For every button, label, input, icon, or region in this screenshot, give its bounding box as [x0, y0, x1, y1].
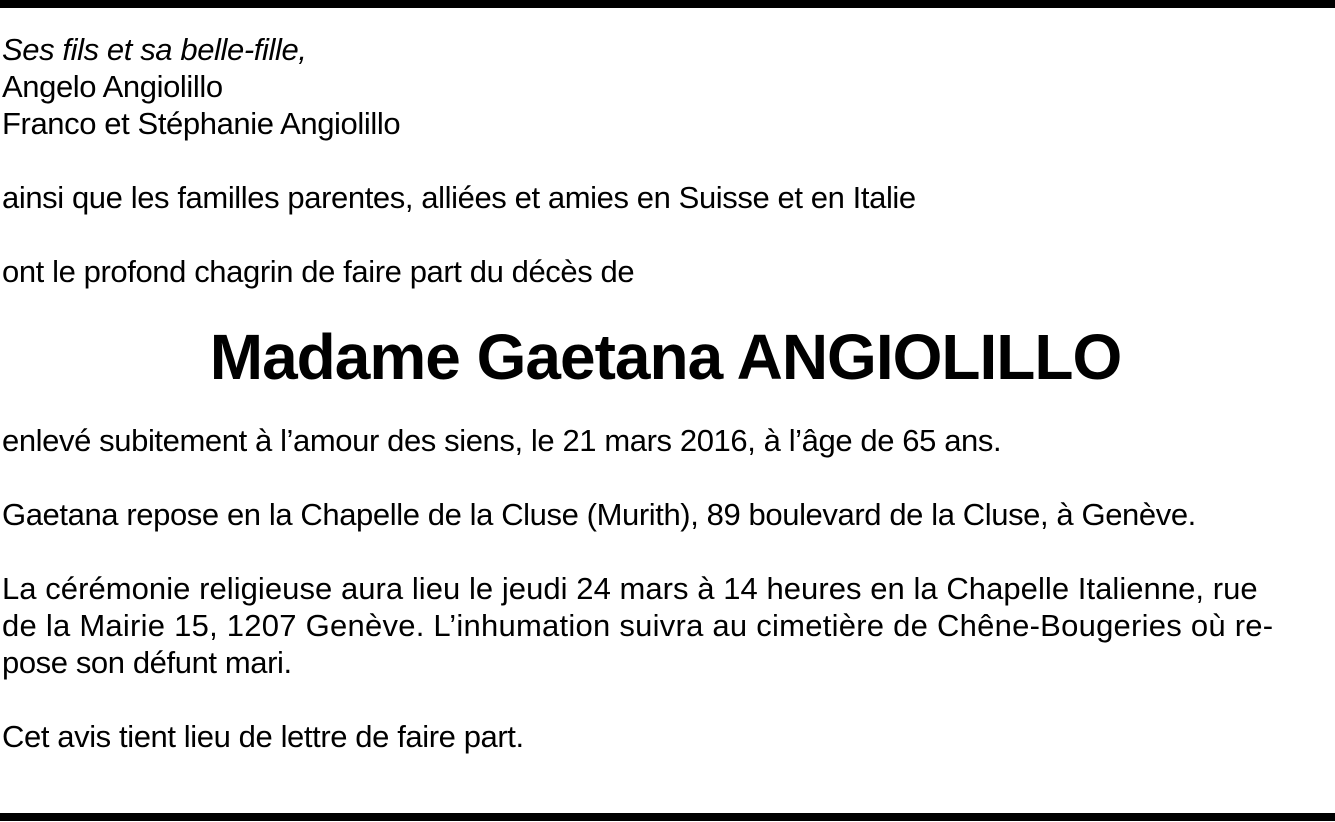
intro-line: Ses fils et sa belle-fille, — [2, 32, 307, 67]
closing-line: Cet avis tient lieu de lettre de faire part. — [2, 719, 524, 754]
repose-details: Gaetana repose en la Chapelle de la Cluse (Murith), 89 boulevard de la Cluse, à Genève. — [2, 497, 1196, 532]
ceremony-line: pose son défunt mari. — [2, 645, 292, 680]
ceremony-line: La cérémonie religieuse aura lieu le jeudi 24 mars à 14 heures en la Chapelle Italienne, rue — [2, 571, 1258, 606]
death-notice — [2, 31, 1333, 755]
mourner-line: Angelo Angiolillo — [2, 69, 223, 104]
ceremony-paragraph — [2, 570, 1333, 681]
mourner-line: Franco et Stéphanie Angiolillo — [2, 106, 401, 141]
death-details: enlevé subitement à l’amour des siens, le 21 mars 2016, à l’âge de 65 ans. — [2, 423, 1002, 458]
top-rule — [0, 0, 1335, 8]
bottom-rule — [0, 813, 1335, 821]
ceremony-line: de la Mairie 15, 1207 Genève. L’inhumation suivra au cimetière de Chêne-Bougeries où re- — [2, 608, 1274, 643]
families-line: ainsi que les familles parentes, alliées et amies en Suisse et en Italie — [2, 180, 916, 215]
deceased-name: Madame Gaetana ANGIOLILLO — [209, 321, 1122, 393]
announcement-line: ont le profond chagrin de faire part du décès de — [2, 254, 635, 289]
